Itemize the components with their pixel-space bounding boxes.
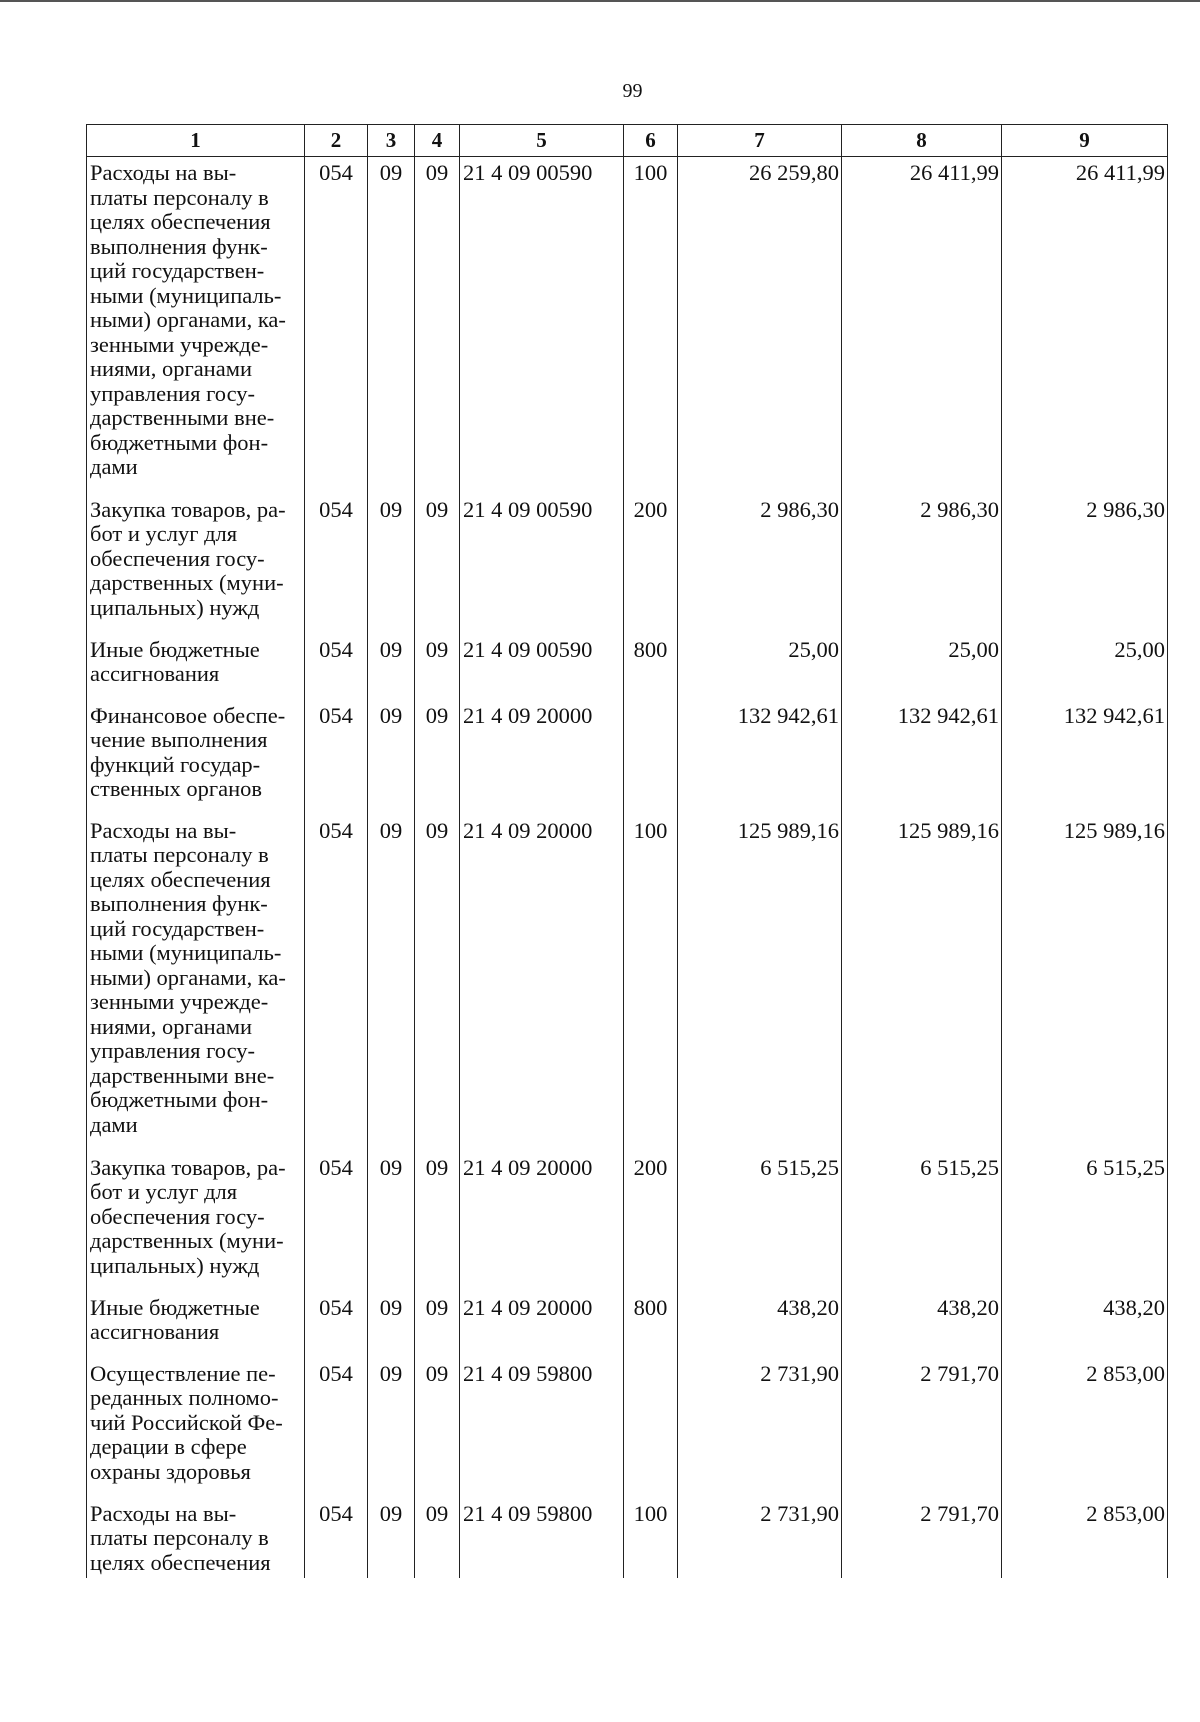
cell-col-2: 054 bbox=[305, 700, 368, 815]
table-row bbox=[87, 1152, 1168, 1292]
table-row bbox=[87, 815, 1168, 1152]
cell-col-6: 100 bbox=[624, 1498, 678, 1578]
cell-col-5: 21 4 09 20000 bbox=[460, 700, 624, 815]
cell-col-5: 21 4 09 59800 bbox=[460, 1358, 624, 1498]
row-description: Финансовое обеспе- чение выполнения функций государ- ственных органов bbox=[87, 700, 305, 815]
cell-col-3: 09 bbox=[368, 815, 415, 1152]
cell-col-9: 2 986,30 bbox=[1002, 494, 1168, 634]
table-row bbox=[87, 494, 1168, 634]
cell-col-8: 2 791,70 bbox=[842, 1358, 1002, 1498]
cell-col-5: 21 4 09 20000 bbox=[460, 815, 624, 1152]
cell-col-3: 09 bbox=[368, 494, 415, 634]
cell-col-4: 09 bbox=[415, 157, 460, 494]
table-row bbox=[87, 1358, 1168, 1498]
cell-col-5: 21 4 09 20000 bbox=[460, 1292, 624, 1358]
cell-col-6: 800 bbox=[624, 1292, 678, 1358]
cell-col-4: 09 bbox=[415, 1292, 460, 1358]
cell-col-2: 054 bbox=[305, 815, 368, 1152]
column-header: 6 bbox=[624, 125, 678, 157]
table-row bbox=[87, 1292, 1168, 1358]
cell-col-4: 09 bbox=[415, 700, 460, 815]
cell-col-9: 125 989,16 bbox=[1002, 815, 1168, 1152]
cell-col-6: 800 bbox=[624, 634, 678, 700]
row-description: Иные бюджетные ассигнования bbox=[87, 634, 305, 700]
cell-col-8: 2 986,30 bbox=[842, 494, 1002, 634]
row-description: Расходы на вы- платы персоналу в целях обеспечения выполнения функ- ций государствен- ными (муниципаль- ными) органами, ка- зенными учрежде- ниями, органами управления госу- дарственными вне- бюджетными фон- дами bbox=[87, 815, 305, 1152]
column-header: 3 bbox=[368, 125, 415, 157]
scan-edge bbox=[0, 0, 1200, 2]
cell-col-4: 09 bbox=[415, 1358, 460, 1498]
cell-col-2: 054 bbox=[305, 1498, 368, 1578]
column-header: 2 bbox=[305, 125, 368, 157]
cell-col-7: 132 942,61 bbox=[678, 700, 842, 815]
cell-col-6 bbox=[624, 700, 678, 815]
cell-col-7: 125 989,16 bbox=[678, 815, 842, 1152]
cell-col-3: 09 bbox=[368, 1152, 415, 1292]
cell-col-6: 100 bbox=[624, 157, 678, 494]
cell-col-9: 132 942,61 bbox=[1002, 700, 1168, 815]
cell-col-8: 438,20 bbox=[842, 1292, 1002, 1358]
table-row bbox=[87, 634, 1168, 700]
cell-col-6: 200 bbox=[624, 494, 678, 634]
cell-col-9: 25,00 bbox=[1002, 634, 1168, 700]
row-description: Иные бюджетные ассигнования bbox=[87, 1292, 305, 1358]
cell-col-6: 200 bbox=[624, 1152, 678, 1292]
cell-col-7: 2 986,30 bbox=[678, 494, 842, 634]
cell-col-7: 438,20 bbox=[678, 1292, 842, 1358]
cell-col-9: 6 515,25 bbox=[1002, 1152, 1168, 1292]
cell-col-4: 09 bbox=[415, 1498, 460, 1578]
column-header: 7 bbox=[678, 125, 842, 157]
cell-col-4: 09 bbox=[415, 815, 460, 1152]
cell-col-2: 054 bbox=[305, 1152, 368, 1292]
cell-col-8: 2 791,70 bbox=[842, 1498, 1002, 1578]
column-header: 4 bbox=[415, 125, 460, 157]
table-header-row bbox=[87, 125, 1168, 157]
cell-col-8: 6 515,25 bbox=[842, 1152, 1002, 1292]
cell-col-5: 21 4 09 59800 bbox=[460, 1498, 624, 1578]
row-description: Расходы на вы- платы персоналу в целях обеспечения bbox=[87, 1498, 305, 1578]
cell-col-2: 054 bbox=[305, 1292, 368, 1358]
cell-col-5: 21 4 09 00590 bbox=[460, 157, 624, 494]
cell-col-7: 2 731,90 bbox=[678, 1358, 842, 1498]
budget-table bbox=[86, 124, 1168, 1578]
table-row bbox=[87, 700, 1168, 815]
cell-col-3: 09 bbox=[368, 1358, 415, 1498]
cell-col-7: 2 731,90 bbox=[678, 1498, 842, 1578]
cell-col-3: 09 bbox=[368, 157, 415, 494]
cell-col-8: 132 942,61 bbox=[842, 700, 1002, 815]
cell-col-9: 2 853,00 bbox=[1002, 1498, 1168, 1578]
row-description: Расходы на вы- платы персоналу в целях обеспечения выполнения функ- ций государствен- ными (муниципаль- ными) органами, ка- зенными учрежде- ниями, органами управления госу- дарственными вне- бюджетными фон- дами bbox=[87, 157, 305, 494]
cell-col-8: 25,00 bbox=[842, 634, 1002, 700]
cell-col-3: 09 bbox=[368, 634, 415, 700]
cell-col-6: 100 bbox=[624, 815, 678, 1152]
cell-col-4: 09 bbox=[415, 494, 460, 634]
cell-col-8: 26 411,99 bbox=[842, 157, 1002, 494]
table-row bbox=[87, 1498, 1168, 1578]
cell-col-9: 2 853,00 bbox=[1002, 1358, 1168, 1498]
cell-col-7: 25,00 bbox=[678, 634, 842, 700]
cell-col-2: 054 bbox=[305, 634, 368, 700]
row-description: Закупка товаров, ра- бот и услуг для обеспечения госу- дарственных (муни- ципальных) нужд bbox=[87, 494, 305, 634]
cell-col-5: 21 4 09 00590 bbox=[460, 494, 624, 634]
column-header: 9 bbox=[1002, 125, 1168, 157]
cell-col-4: 09 bbox=[415, 634, 460, 700]
cell-col-3: 09 bbox=[368, 1292, 415, 1358]
page-number: 99 bbox=[622, 80, 643, 102]
cell-col-2: 054 bbox=[305, 1358, 368, 1498]
cell-col-7: 6 515,25 bbox=[678, 1152, 842, 1292]
cell-col-8: 125 989,16 bbox=[842, 815, 1002, 1152]
cell-col-3: 09 bbox=[368, 1498, 415, 1578]
column-header: 1 bbox=[87, 125, 305, 157]
row-description: Осуществление пе- реданных полномо- чий Российской Фе- дерации в сфере охраны здоровья bbox=[87, 1358, 305, 1498]
cell-col-9: 438,20 bbox=[1002, 1292, 1168, 1358]
cell-col-7: 26 259,80 bbox=[678, 157, 842, 494]
cell-col-5: 21 4 09 20000 bbox=[460, 1152, 624, 1292]
cell-col-5: 21 4 09 00590 bbox=[460, 634, 624, 700]
cell-col-6 bbox=[624, 1358, 678, 1498]
column-header: 5 bbox=[460, 125, 624, 157]
cell-col-3: 09 bbox=[368, 700, 415, 815]
table-row bbox=[87, 157, 1168, 494]
cell-col-4: 09 bbox=[415, 1152, 460, 1292]
column-header: 8 bbox=[842, 125, 1002, 157]
cell-col-2: 054 bbox=[305, 157, 368, 494]
cell-col-9: 26 411,99 bbox=[1002, 157, 1168, 494]
cell-col-2: 054 bbox=[305, 494, 368, 634]
row-description: Закупка товаров, ра- бот и услуг для обеспечения госу- дарственных (муни- ципальных) нужд bbox=[87, 1152, 305, 1292]
